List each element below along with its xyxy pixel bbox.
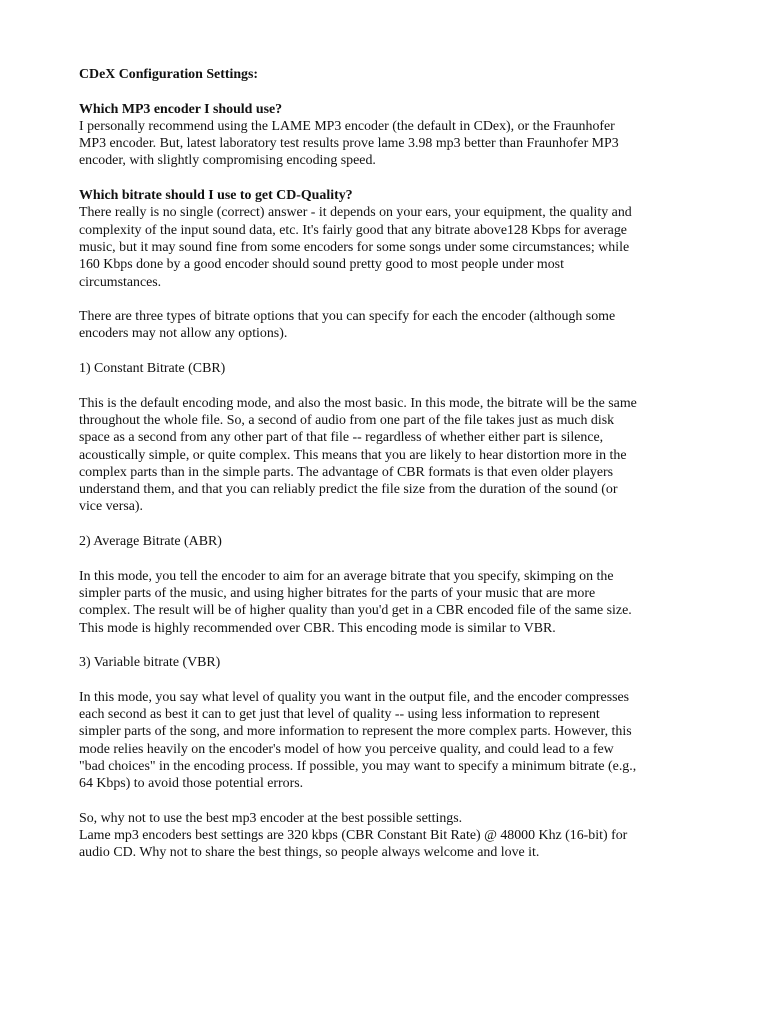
text-line: In this mode, you tell the encoder to aim for an average bitrate that you specify, skimping on the [79,568,614,584]
text-line: throughout the whole file. So, a second of audio from one part of the file takes just as much disk [79,412,615,428]
text-line: mode relies heavily on the encoder's model of how you perceive quality, and could lead to a few [79,741,614,757]
document-page [79,66,694,862]
text-line: There are three types of bitrate options that you can specify for each the encoder (although some [79,309,616,325]
cbr-heading: 1) Constant Bitrate (CBR) [79,361,226,377]
vbr-heading: 3) Variable bitrate (VBR) [79,655,221,671]
spacer [79,792,694,809]
q2-heading: Which bitrate should I use to get CD-Quality? [79,188,353,204]
spacer [79,671,694,688]
text-line: There really is no single (correct) answer - it depends on your ears, your equipment, the quality and [79,205,632,221]
spacer [79,291,694,308]
conclusion-paragraph [79,810,694,862]
text-line: simpler parts of the song, and more information to represent the more complex parts. However, this [79,724,632,740]
intro-paragraph [79,308,694,343]
document-title: CDeX Configuration Settings: [79,67,259,82]
text-line: circumstances. [79,274,162,290]
text-line: This is the default encoding mode, and also the most basic. In this mode, the bitrate will be the same [79,395,637,411]
text-line: each second as best it can to get just that level of quality -- using less information to represent [79,706,600,722]
abr-heading: 2) Average Bitrate (ABR) [79,534,222,550]
text-line: vice versa). [79,499,144,515]
spacer [79,170,694,187]
spacer [79,550,694,567]
text-line: MP3 encoder. But, latest laboratory test results prove lame 3.98 mp3 better than Fraunhofer MP3 [79,136,619,152]
text-line: So, why not to use the best mp3 encoder at the best possible settings. [79,810,463,826]
text-line: complexity of the input sound data, etc. It's fairly good that any bitrate above128 Kbps for average [79,222,627,238]
text-line: 64 Kbps) to avoid those potential errors. [79,776,304,792]
spacer [79,516,694,533]
q1-heading: Which MP3 encoder I should use? [79,101,283,117]
text-line: complex. The result will be of higher quality than you'd get in a CBR encoded file of the same size. [79,603,632,619]
q2-paragraph [79,204,694,290]
text-line: 160 Kbps done by a good encoder should sound pretty good to most people under most [79,257,564,273]
text-line: understand them, and that you can reliably predict the file size from the duration of the sound (or [79,482,618,498]
text-line: space as a second from any other part of that file -- regardless of whether either part is silence, [79,430,604,446]
text-line: acoustically simple, or quite complex. This means that you are likely to hear distortion more in the [79,447,627,463]
text-line: complex parts than in the simple parts. The advantage of CBR formats is that even older players [79,464,614,480]
text-line: "bad choices" in the encoding process. If possible, you may want to specify a minimum bitrate (e.g., [79,758,637,774]
text-line: In this mode, you say what level of quality you want in the output file, and the encoder compresses [79,689,630,705]
vbr-paragraph [79,689,694,793]
text-line: encoders may not allow any options). [79,326,288,342]
spacer [79,377,694,394]
spacer [79,83,694,100]
cbr-paragraph [79,395,694,516]
text-line: Lame mp3 encoders best settings are 320 kbps (CBR Constant Bit Rate) @ 48000 Khz (16-bit) for [79,828,628,844]
text-line: simpler parts of the music, and using higher bitrates for the parts of your music that are more [79,585,596,601]
abr-paragraph [79,568,694,637]
q1-paragraph [79,118,694,170]
text-line: I personally recommend using the LAME MP3 encoder (the default in CDex), or the Fraunhofer [79,118,615,134]
text-line: This mode is highly recommended over CBR. This encoding mode is similar to VBR. [79,620,556,636]
text-line: music, but it may sound fine from some encoders for some songs under some circumstances; while [79,239,630,255]
text-line: encoder, with slightly compromising encoding speed. [79,153,376,169]
spacer [79,343,694,360]
spacer [79,637,694,654]
text-line: audio CD. Why not to share the best things, so people always welcome and love it. [79,845,540,861]
